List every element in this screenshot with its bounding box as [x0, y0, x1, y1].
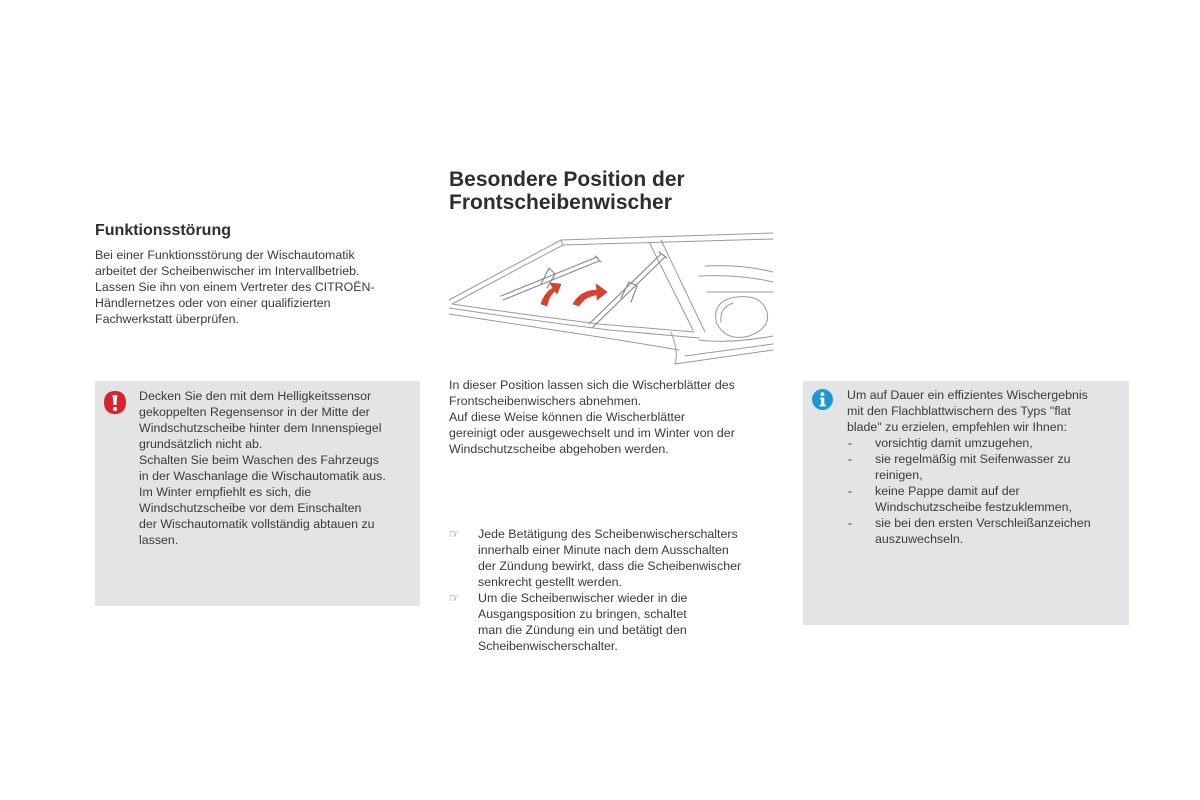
- warning-text: [139, 388, 386, 548]
- page-title: [449, 168, 685, 214]
- pointing-hand-icon: [449, 590, 478, 606]
- text-line: Schalten Sie beim Waschen des Fahrzeugs: [139, 453, 379, 467]
- left-body-paragraph: [95, 247, 375, 327]
- text-line: In dieser Position lassen sich die Wischerblätter des: [449, 378, 735, 392]
- text-line: Um auf Dauer ein effizientes Wischergebnis: [847, 388, 1088, 402]
- text-line: Lassen Sie ihn von einem Vertreter des CITROËN-: [95, 280, 375, 294]
- text-line: sie regelmäßig mit Seifenwasser zu: [875, 452, 1071, 466]
- step-text: [478, 526, 741, 590]
- text-line: Decken Sie den mit dem Helligkeitssensor: [139, 389, 372, 403]
- text-line: der Zündung bewirkt, dass die Scheibenwischer: [478, 559, 742, 573]
- text-line: Windschutzscheibe festzuklemmen,: [875, 500, 1072, 514]
- step-item: [449, 526, 741, 590]
- page-title-line: Besondere Position der: [449, 168, 685, 191]
- car-body-outline: [449, 233, 773, 364]
- list-item: [847, 451, 1091, 483]
- info-icon: [812, 389, 833, 410]
- step-list: [449, 526, 741, 654]
- text-line: Frontscheibenwischers abnehmen.: [449, 394, 642, 408]
- windshield-wiper-illustration: [449, 232, 774, 366]
- text-line: keine Pappe damit auf der: [875, 484, 1020, 498]
- text-line: mit den Flachblattwischern des Typs "flat: [847, 404, 1071, 418]
- text-line: lassen.: [139, 533, 179, 547]
- text-line: der Wischautomatik vollständig abtauen zu: [139, 517, 375, 531]
- text-line: Ausgangsposition zu bringen, schaltet: [478, 607, 687, 621]
- text-line: Händlernetzes oder von einer qualifizierten: [95, 296, 331, 310]
- text-line: Im Winter empfiehlt es sich, die: [139, 485, 312, 499]
- list-item: [847, 435, 1091, 451]
- text-line: innerhalb einer Minute nach dem Ausschalten: [478, 543, 729, 557]
- text-line: grundsätzlich nicht ab.: [139, 437, 263, 451]
- warning-icon: [103, 390, 127, 415]
- arrow-icons: [541, 283, 607, 306]
- text-line: gekoppelten Regensensor in der Mitte der: [139, 405, 370, 419]
- page-title-line: Frontscheibenwischer: [449, 191, 672, 214]
- section-heading-funktionsstoerung: Funktionsstörung: [95, 222, 231, 239]
- list-marker: -: [848, 516, 853, 530]
- text-line: Windschutzscheibe vor dem Einschalten: [139, 501, 362, 515]
- step-item: [449, 590, 741, 654]
- text-line: vorsichtig damit umzugehen,: [875, 436, 1033, 450]
- list-item: [847, 483, 1091, 515]
- text-line: auszuwechseln.: [875, 532, 964, 546]
- list-item: [847, 515, 1091, 547]
- text-line: man die Zündung ein und betätigt den: [478, 623, 687, 637]
- text-line: arbeitet der Scheibenwischer im Intervallbetrieb.: [95, 264, 360, 278]
- text-line: Windschutzscheibe hinter dem Innenspiegel: [139, 421, 382, 435]
- middle-body-paragraph: [449, 377, 735, 457]
- list-marker: -: [848, 436, 853, 450]
- text-line: Scheibenwischerschalter.: [478, 639, 618, 653]
- text-line: Um die Scheibenwischer wieder in die: [478, 591, 688, 605]
- text-line: Jede Betätigung des Scheibenwischerschalters: [478, 527, 738, 541]
- info-text: [847, 387, 1091, 547]
- text-line: Fachwerkstatt überprüfen.: [95, 312, 239, 326]
- pointing-hand-icon: [449, 526, 478, 542]
- text-line: reinigen,: [875, 468, 923, 482]
- list-marker: -: [848, 484, 853, 498]
- text-line: gereinigt oder ausgewechselt und im Winter von der: [449, 426, 735, 440]
- text-line: blade" zu erzielen, empfehlen wir Ihnen:: [847, 420, 1067, 434]
- text-line: in der Waschanlage die Wischautomatik aus.: [139, 469, 386, 483]
- text-line: sie bei den ersten Verschleißanzeichen: [875, 516, 1091, 530]
- list-marker: -: [848, 452, 853, 466]
- text-line: Auf diese Weise können die Wischerblätter: [449, 410, 686, 424]
- text-line: senkrecht gestellt werden.: [478, 575, 622, 589]
- text-line: Bei einer Funktionsstörung der Wischautomatik: [95, 248, 355, 262]
- step-text: [478, 590, 687, 654]
- text-line: Windschutzscheibe abgehoben werden.: [449, 442, 669, 456]
